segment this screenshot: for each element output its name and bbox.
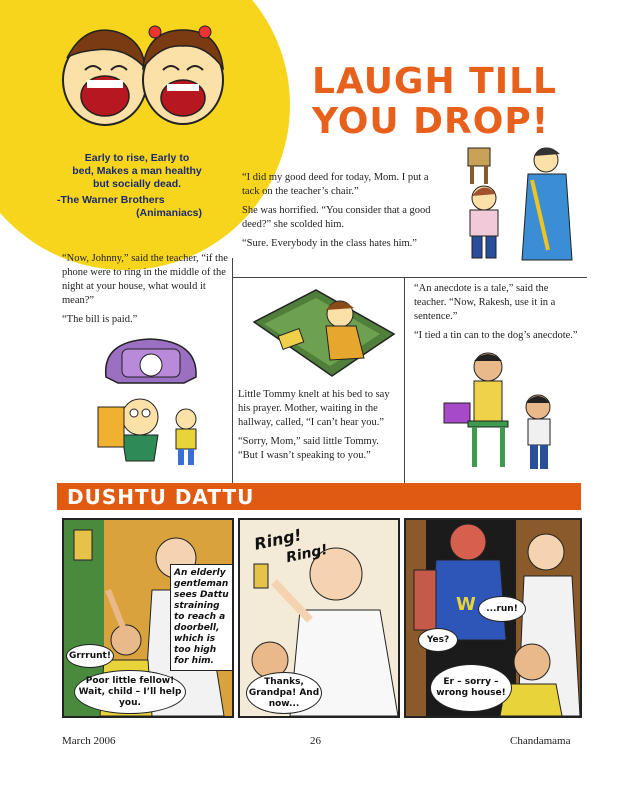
joke-prayer [238,388,400,468]
panel-1-offer-bubble: Poor little fellow! Wait, child – I’ll help you. [74,670,186,714]
joke-good-deed-p3: “Sure. Everybody in the class hates him.” [242,238,417,249]
comic-title: DUSHTU DATTU [67,485,255,509]
joke-prayer-p2: “Sorry, Mom,” said little Tommy. “But I wasn’t speaking to you.” [238,436,379,461]
svg-text:W: W [456,594,476,615]
joke-anecdote [414,282,580,348]
joke-phone-p1: “Now, Johnny,” said the teacher, “if the phone were to ring in the middle of the night at your house, what would it mean?” [62,253,228,306]
joke-prayer-p1: Little Tommy knelt at his bed to say his prayer. Mother, waiting in the hallway, called, “I can’t hear you.” [238,389,390,428]
joke-phone [62,252,228,332]
panel-3-sorry-bubble: Er – sorry – wrong house! [430,664,512,712]
panel-1-grunt-bubble: Grrrunt! [66,644,114,668]
page-title [312,62,557,142]
comic-panel-1 [62,518,234,718]
footer-date: March 2006 [62,735,116,747]
joke-good-deed-p1: “I did my good deed for today, Mom. I put a tack on the teacher’s chair.” [242,172,429,197]
quote-block [52,152,222,220]
joke-phone-p2: “The bill is paid.” [62,314,138,325]
divider-vertical-left [232,258,233,484]
boy-praying-illustration [246,284,402,384]
comic-panel-3 [404,518,582,718]
quote-line-1: Early to rise, Early to [84,152,190,164]
joke-anecdote-p1: “An anecdote is a tale,” said the teacher. “Now, Rakesh, use it in a sentence.” [414,283,556,322]
quote-attribution: -The Warner Brothers [57,194,165,206]
joke-good-deed [242,171,442,256]
footer-page-number: 26 [310,735,321,747]
panel-2-sfx-ring-2: Ring! [284,541,330,567]
panel-2-sfx-ring-1: Ring! [252,525,304,554]
teacher-and-student-illustration [438,345,568,475]
phone-on-head-illustration [92,335,210,470]
quote-line-2: bed, Makes a man healthy [72,165,202,177]
divider-vertical-right [404,278,405,484]
panel-1-caption: An elderly gentleman sees Dattu straining to reach a doorbell, which is too high for him. [170,564,234,671]
comic-panel-2 [238,518,400,718]
joke-good-deed-p2: She was horrified. “You consider that a good deed?” she scolded him. [242,205,431,230]
comic-banner [57,483,581,510]
divider-horizontal [232,277,587,278]
joke-anecdote-p2: “I tied a tin can to the dog’s anecdote.” [414,330,578,341]
laughing-faces-illustration [55,18,230,133]
quote-line-3: but socially dead. [92,178,182,190]
title-line-1: LAUGH TILL [312,61,557,102]
panel-2-reply-bubble: Thanks, Grandpa! And now... [246,672,322,714]
panel-3-run-bubble: ...run! [478,596,526,622]
footer-magazine-name: Chandamama [510,735,571,747]
panel-3-yes-bubble: Yes? [418,628,458,652]
quote-attribution-show: (Animaniacs) [136,207,202,219]
title-line-2: YOU DROP! [312,101,550,142]
mother-and-son-illustration [448,140,578,265]
